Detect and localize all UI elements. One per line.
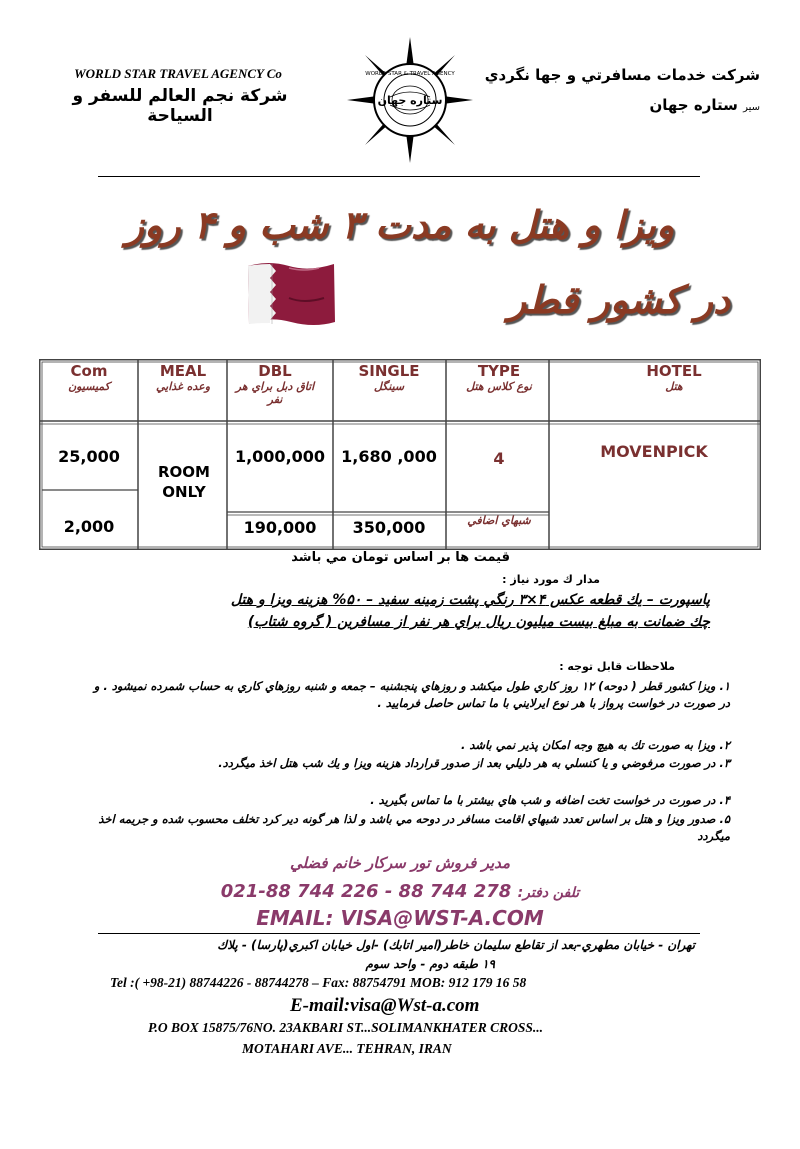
logo-text-center: ستاره جهان	[377, 94, 443, 107]
company-name-persian-2	[470, 96, 760, 114]
header-single: SINGLE سينگل	[358, 362, 420, 393]
address-persian-2: ۱۹ طبقه دوم - واحد سوم	[365, 957, 495, 971]
footer-email: E-mail:visa@Wst-a.com	[290, 995, 480, 1016]
company-name-persian-line2: ستاره جهان	[649, 96, 738, 114]
header-dbl: DBL اتاق دبل براي هر نفر	[235, 362, 315, 406]
tel-fax-line: Tel :( +98-21) 88744226 - 88744278 – Fax: 88754791 MOB: 912 179 16 58	[110, 975, 527, 990]
single-price: 1,680 ,000	[341, 447, 437, 466]
company-name-persian: شرکت خدمات مسافرتي و جها نگردي	[484, 66, 760, 84]
dbl-extra-price: 190,000	[243, 518, 317, 537]
footer-divider	[98, 933, 700, 934]
note-item: ۴. در صورت در خواست تخت اضافه و شب هاي بيشتر با ما تماس بگيريد .	[370, 793, 730, 807]
required-documents-line2: چك ضمانت به مبلغ بيست ميليون ريال براي هر نفر از مسافرين ( گروه شتاب)	[247, 614, 710, 630]
po-box: P.O BOX 15875/76NO. 23AKBARI ST...SOLIMANKHATER CROSS...	[148, 1020, 543, 1035]
address-persian: تهران - خيابان مطهري-بعد از تقاطع سليمان خاطر(امير اتابك) -اول خيابان اكبري(پارسا) - پلاك	[217, 938, 695, 952]
note-item: ۱. ويزا كشور قطر ( دوحه) ۱۲ روز كاري طول ميكشد و روزهاي پنجشنبه – جمعه و شنبه روزهاي كاري به حساب شمرده نميشود . و در صورت در خواست پرواز با هر نوع ايرلايني با ما تماس حاصل فرماييد .	[93, 679, 730, 710]
commission: 25,000	[58, 447, 120, 466]
required-documents-heading: مدار ك مورد نياز :	[502, 573, 600, 586]
notes-heading: ملاحظات قابل توجه :	[559, 660, 675, 673]
logo-text-top: WORLD STAR & TRAVEL AGENCY	[365, 71, 455, 77]
company-name-small: سير	[743, 102, 760, 113]
meal-plan: ROOM ONLY	[158, 463, 210, 501]
note-item: ۲. ويزا به صورت تك به هيچ وجه امكان پذير نمي باشد .	[460, 738, 730, 752]
header-divider	[98, 176, 700, 177]
header-hotel: HOTEL هتل	[646, 362, 702, 393]
header-type: TYPE نوع كلاس هتل	[466, 362, 532, 393]
note-item: ۳. در صورت مرفوضي و يا كنسلي به هر دليلي بعد از صدور قرارداد هزينه ويزا و يك شب هتل اخذ ميگردد.	[218, 756, 730, 770]
header-com: Com كميسيون	[68, 362, 110, 393]
visa-email: EMAIL: VISA@WST-A.COM	[256, 906, 544, 930]
compass-logo-icon	[345, 35, 475, 165]
qatar-flag-icon	[244, 258, 339, 330]
single-extra-price: 350,000	[352, 518, 426, 537]
price-currency-note: قيمت ها بر اساس تومان مي باشد	[291, 550, 510, 565]
offer-title: ويزا و هتل به مدت ۳ شب و ۴ روز	[125, 203, 675, 247]
hotel-type: 4	[493, 449, 505, 468]
company-name-english: WORLD STAR TRAVEL AGENCY Co	[74, 66, 282, 81]
dbl-price: 1,000,000	[234, 447, 326, 466]
office-phone-label: تلفن دفتر:	[517, 885, 580, 901]
city-address: MOTAHARI AVE... TEHRAN, IRAN	[242, 1041, 452, 1056]
extra-night-label: شبهاي اضافي	[467, 514, 531, 527]
required-documents-line1: پاسپورت – يك قطعه عكس ۴×۳ رنگي پشت زمينه سفيد – ۵۰% هزينه ويزا و هتل	[230, 592, 710, 608]
header-meal: MEAL وعده غذايي	[155, 362, 211, 393]
offer-subtitle: در كشور قطر	[507, 278, 730, 322]
note-item: ۵. صدور ويزا و هتل بر اساس تعدد شبهاي اقامت مسافر در دوحه مي باشد و لذا هر گونه دير كرد تخلف محسوب شده و جريمه اخذ ميگردد	[98, 812, 730, 843]
company-name-arabic: شركة نجم العالم للسفر و السياحة	[72, 86, 288, 126]
office-phone	[0, 881, 800, 902]
hotel-name: MOVENPICK	[600, 442, 708, 461]
sales-manager: مدير فروش تور سركار خانم فضلي	[289, 854, 511, 872]
commission-extra: 2,000	[63, 517, 115, 536]
office-phone-numbers: 021-88 744 226 - 88 744 278	[220, 881, 512, 902]
